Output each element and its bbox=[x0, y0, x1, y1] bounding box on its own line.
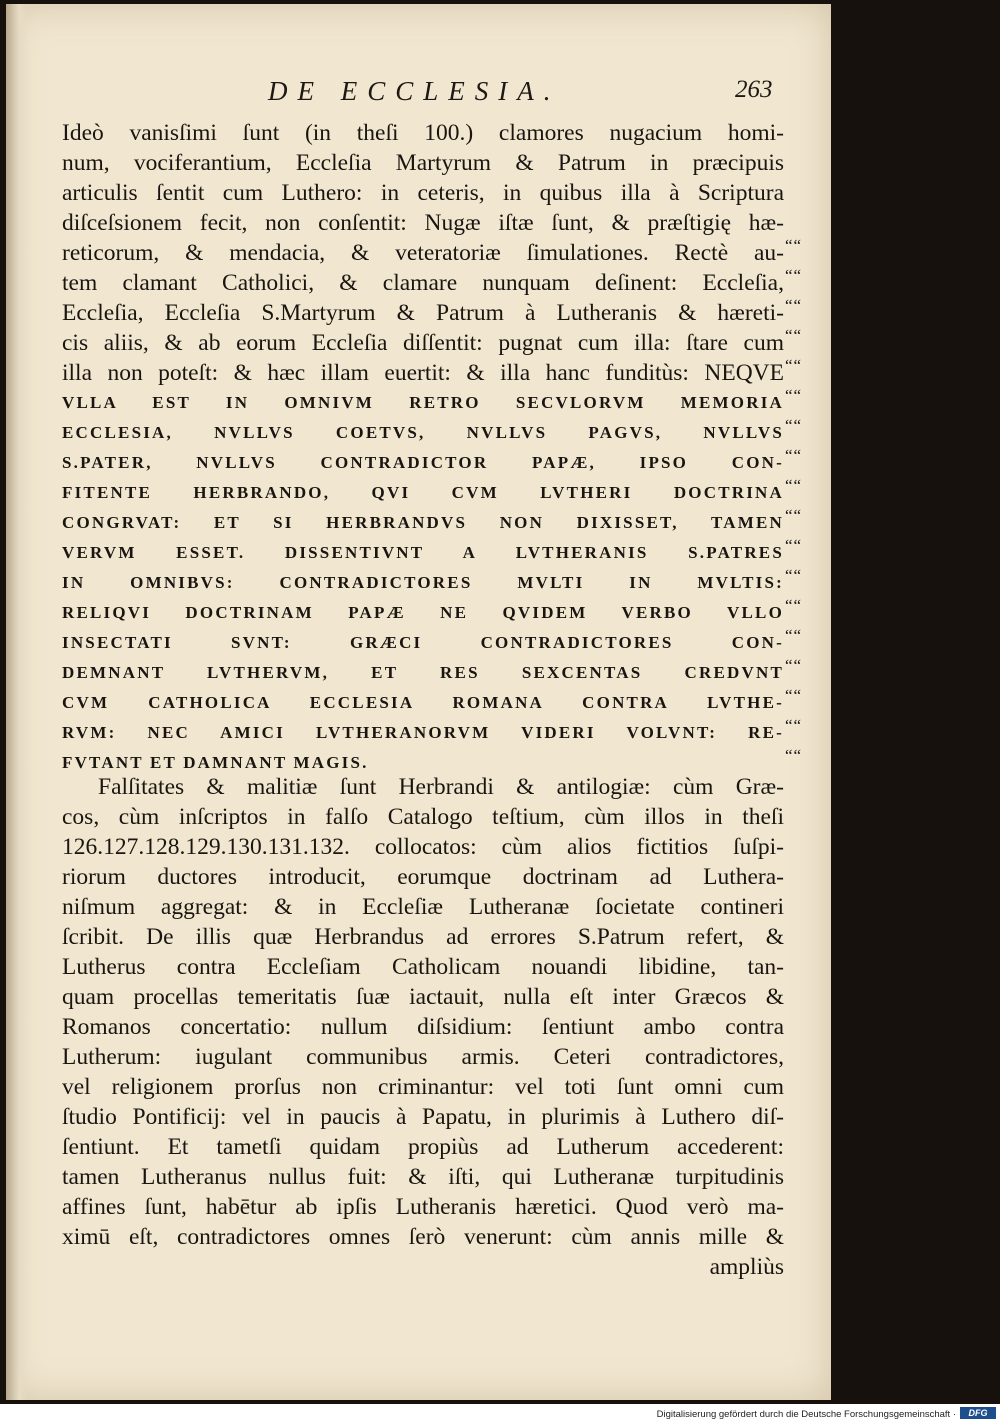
text-line: ſentiunt. Et tametſi quidam propiùs ad Lutherum accederent: bbox=[62, 1134, 784, 1160]
page-number: 263 bbox=[735, 76, 773, 103]
text-line: articulis ſentit cum Luthero: in ceteris, in quibus illa à Scriptura bbox=[62, 180, 784, 206]
quotation-mark: ““ bbox=[785, 326, 803, 345]
text-line: affines ſunt, habētur ab ipſis Lutheranis hæretici. Quod verò ma- bbox=[62, 1194, 784, 1220]
running-head: DE ECCLESIA. bbox=[268, 76, 561, 106]
text-line: Eccleſia, Eccleſia S.Martyrum & Patrum à Lutheranis & hæreti- bbox=[62, 300, 784, 326]
quoted-line: INSECTATI SVNT: GRÆCI CONTRADICTORES CON- bbox=[62, 633, 784, 652]
text-line: tamen Lutheranus nullus fuit: & iſti, qui Lutheranæ turpitudinis bbox=[62, 1164, 784, 1190]
quotation-mark: ““ bbox=[785, 386, 803, 405]
quotation-mark: ““ bbox=[785, 746, 803, 765]
text-line: Romanos concertatio: nullum diſsidium: ſentiunt ambo contra bbox=[62, 1014, 784, 1040]
text-line: quam procellas temeritatis ſuæ iactauit, nulla eſt inter Græcos & bbox=[62, 984, 784, 1010]
quoted-line: S.PATER, NVLLVS CONTRADICTOR PAPÆ, IPSO CON- bbox=[62, 453, 784, 472]
quotation-mark: ““ bbox=[785, 236, 803, 255]
quoted-line: RELIQVI DOCTRINAM PAPÆ NE QVIDEM VERBO VLLO bbox=[62, 603, 784, 622]
quotation-mark: ““ bbox=[785, 476, 803, 495]
quotation-mark: ““ bbox=[785, 446, 803, 465]
text-line: illa non poteſt: & hæc illam euertit: & illa hanc funditùs: NEQVE bbox=[62, 360, 784, 386]
text-line: Lutherus contra Eccleſiam Catholicam nouandi libidine, tan- bbox=[62, 954, 784, 980]
funding-credit: Digitalisierung gefördert durch die Deutsche Forschungsgemeinschaft · bbox=[656, 1409, 956, 1420]
text-line: Falſitates & malitiæ ſunt Herbrandi & antilogiæ: cùm Græ- bbox=[98, 774, 784, 800]
text-line: ximū eſt, contradictores omnes ſerò venerunt: cùm annis mille & bbox=[62, 1224, 784, 1250]
quoted-line: FITENTE HERBRANDO, QVI CVM LVTHERI DOCTRINA bbox=[62, 483, 784, 502]
text-line: ſtudio Pontificij: vel in paucis à Papatu, in plurimis à Luthero diſ- bbox=[62, 1104, 784, 1130]
text-line: niſmum aggregat: & in Eccleſiæ Lutheranæ ſocietate contineri bbox=[62, 894, 784, 920]
quotation-mark: ““ bbox=[785, 536, 803, 555]
text-line: Ideò vanisſimi ſunt (in theſi 100.) clamores nugacium homi- bbox=[62, 120, 784, 146]
text-line: num, vociferantium, Eccleſia Martyrum & Patrum in præcipuis bbox=[62, 150, 784, 176]
quotation-mark: ““ bbox=[785, 506, 803, 525]
quotation-mark: ““ bbox=[785, 686, 803, 705]
text-line: vel religionem prorſus non criminantur: vel toti ſunt omni cum bbox=[62, 1074, 784, 1100]
text-line: 126.127.128.129.130.131.132. collocatos: cùm alios fictitios ſuſpi- bbox=[62, 834, 784, 860]
catchword: ampliùs bbox=[709, 1254, 784, 1280]
quotation-mark: ““ bbox=[785, 416, 803, 435]
text-line: cos, cùm inſcriptos in falſo Catalogo teſtium, cùm illos in theſi bbox=[62, 804, 784, 830]
text-line: ſcribit. De illis quæ Herbrandus ad errores S.Patrum refert, & bbox=[62, 924, 784, 950]
quoted-line: ECCLESIA, NVLLVS COETVS, NVLLVS PAGVS, NVLLVS bbox=[62, 423, 784, 442]
quotation-mark: ““ bbox=[785, 296, 803, 315]
text-line: riorum ductores introducit, eorumque doctrinam ad Luthera- bbox=[62, 864, 784, 890]
text-line: tem clamant Catholici, & clamare nunquam deſinent: Eccleſia, bbox=[62, 270, 784, 296]
quotation-mark: ““ bbox=[785, 356, 803, 375]
quoted-line: CONGRVAT: ET SI HERBRANDVS NON DIXISSET, TAMEN bbox=[62, 513, 784, 532]
quotation-mark: ““ bbox=[785, 656, 803, 675]
dfg-logo: DFG bbox=[960, 1407, 996, 1419]
text-line: reticorum, & mendacia, & veteratoriæ ſimulationes. Rectè au- bbox=[62, 240, 784, 266]
quotation-mark: ““ bbox=[785, 266, 803, 285]
page-binding-edge bbox=[6, 4, 28, 1400]
quoted-line: VLLA EST IN OMNIVM RETRO SECVLORVM MEMORIA bbox=[62, 393, 784, 412]
text-line: cis aliis, & ab eorum Eccleſia diſſentit: pugnat cum illa: ſtare cum bbox=[62, 330, 784, 356]
quoted-line: RVM: NEC AMICI LVTHERANORVM VIDERI VOLVNT: RE- bbox=[62, 723, 784, 742]
quoted-line: IN OMNIBVS: CONTRADICTORES MVLTI IN MVLTIS: bbox=[62, 573, 784, 592]
quotation-mark: ““ bbox=[785, 626, 803, 645]
quoted-line: VERVM ESSET. DISSENTIVNT A LVTHERANIS S.PATRES bbox=[62, 543, 784, 562]
quotation-mark: ““ bbox=[785, 566, 803, 585]
quotation-mark: ““ bbox=[785, 596, 803, 615]
quoted-line: FVTANT ET DAMNANT MAGIS. bbox=[62, 753, 369, 772]
text-line: Lutherum: iugulant communibus armis. Ceteri contradictores, bbox=[62, 1044, 784, 1070]
quoted-line: CVM CATHOLICA ECCLESIA ROMANA CONTRA LVTHE- bbox=[62, 693, 784, 712]
text-line: diſceſsionem fecit, non conſentit: Nugæ iſtæ ſunt, & præſtigię hæ- bbox=[62, 210, 784, 236]
quotation-mark: ““ bbox=[785, 716, 803, 735]
quoted-line: DEMNANT LVTHERVM, ET RES SEXCENTAS CREDVNT bbox=[62, 663, 784, 682]
